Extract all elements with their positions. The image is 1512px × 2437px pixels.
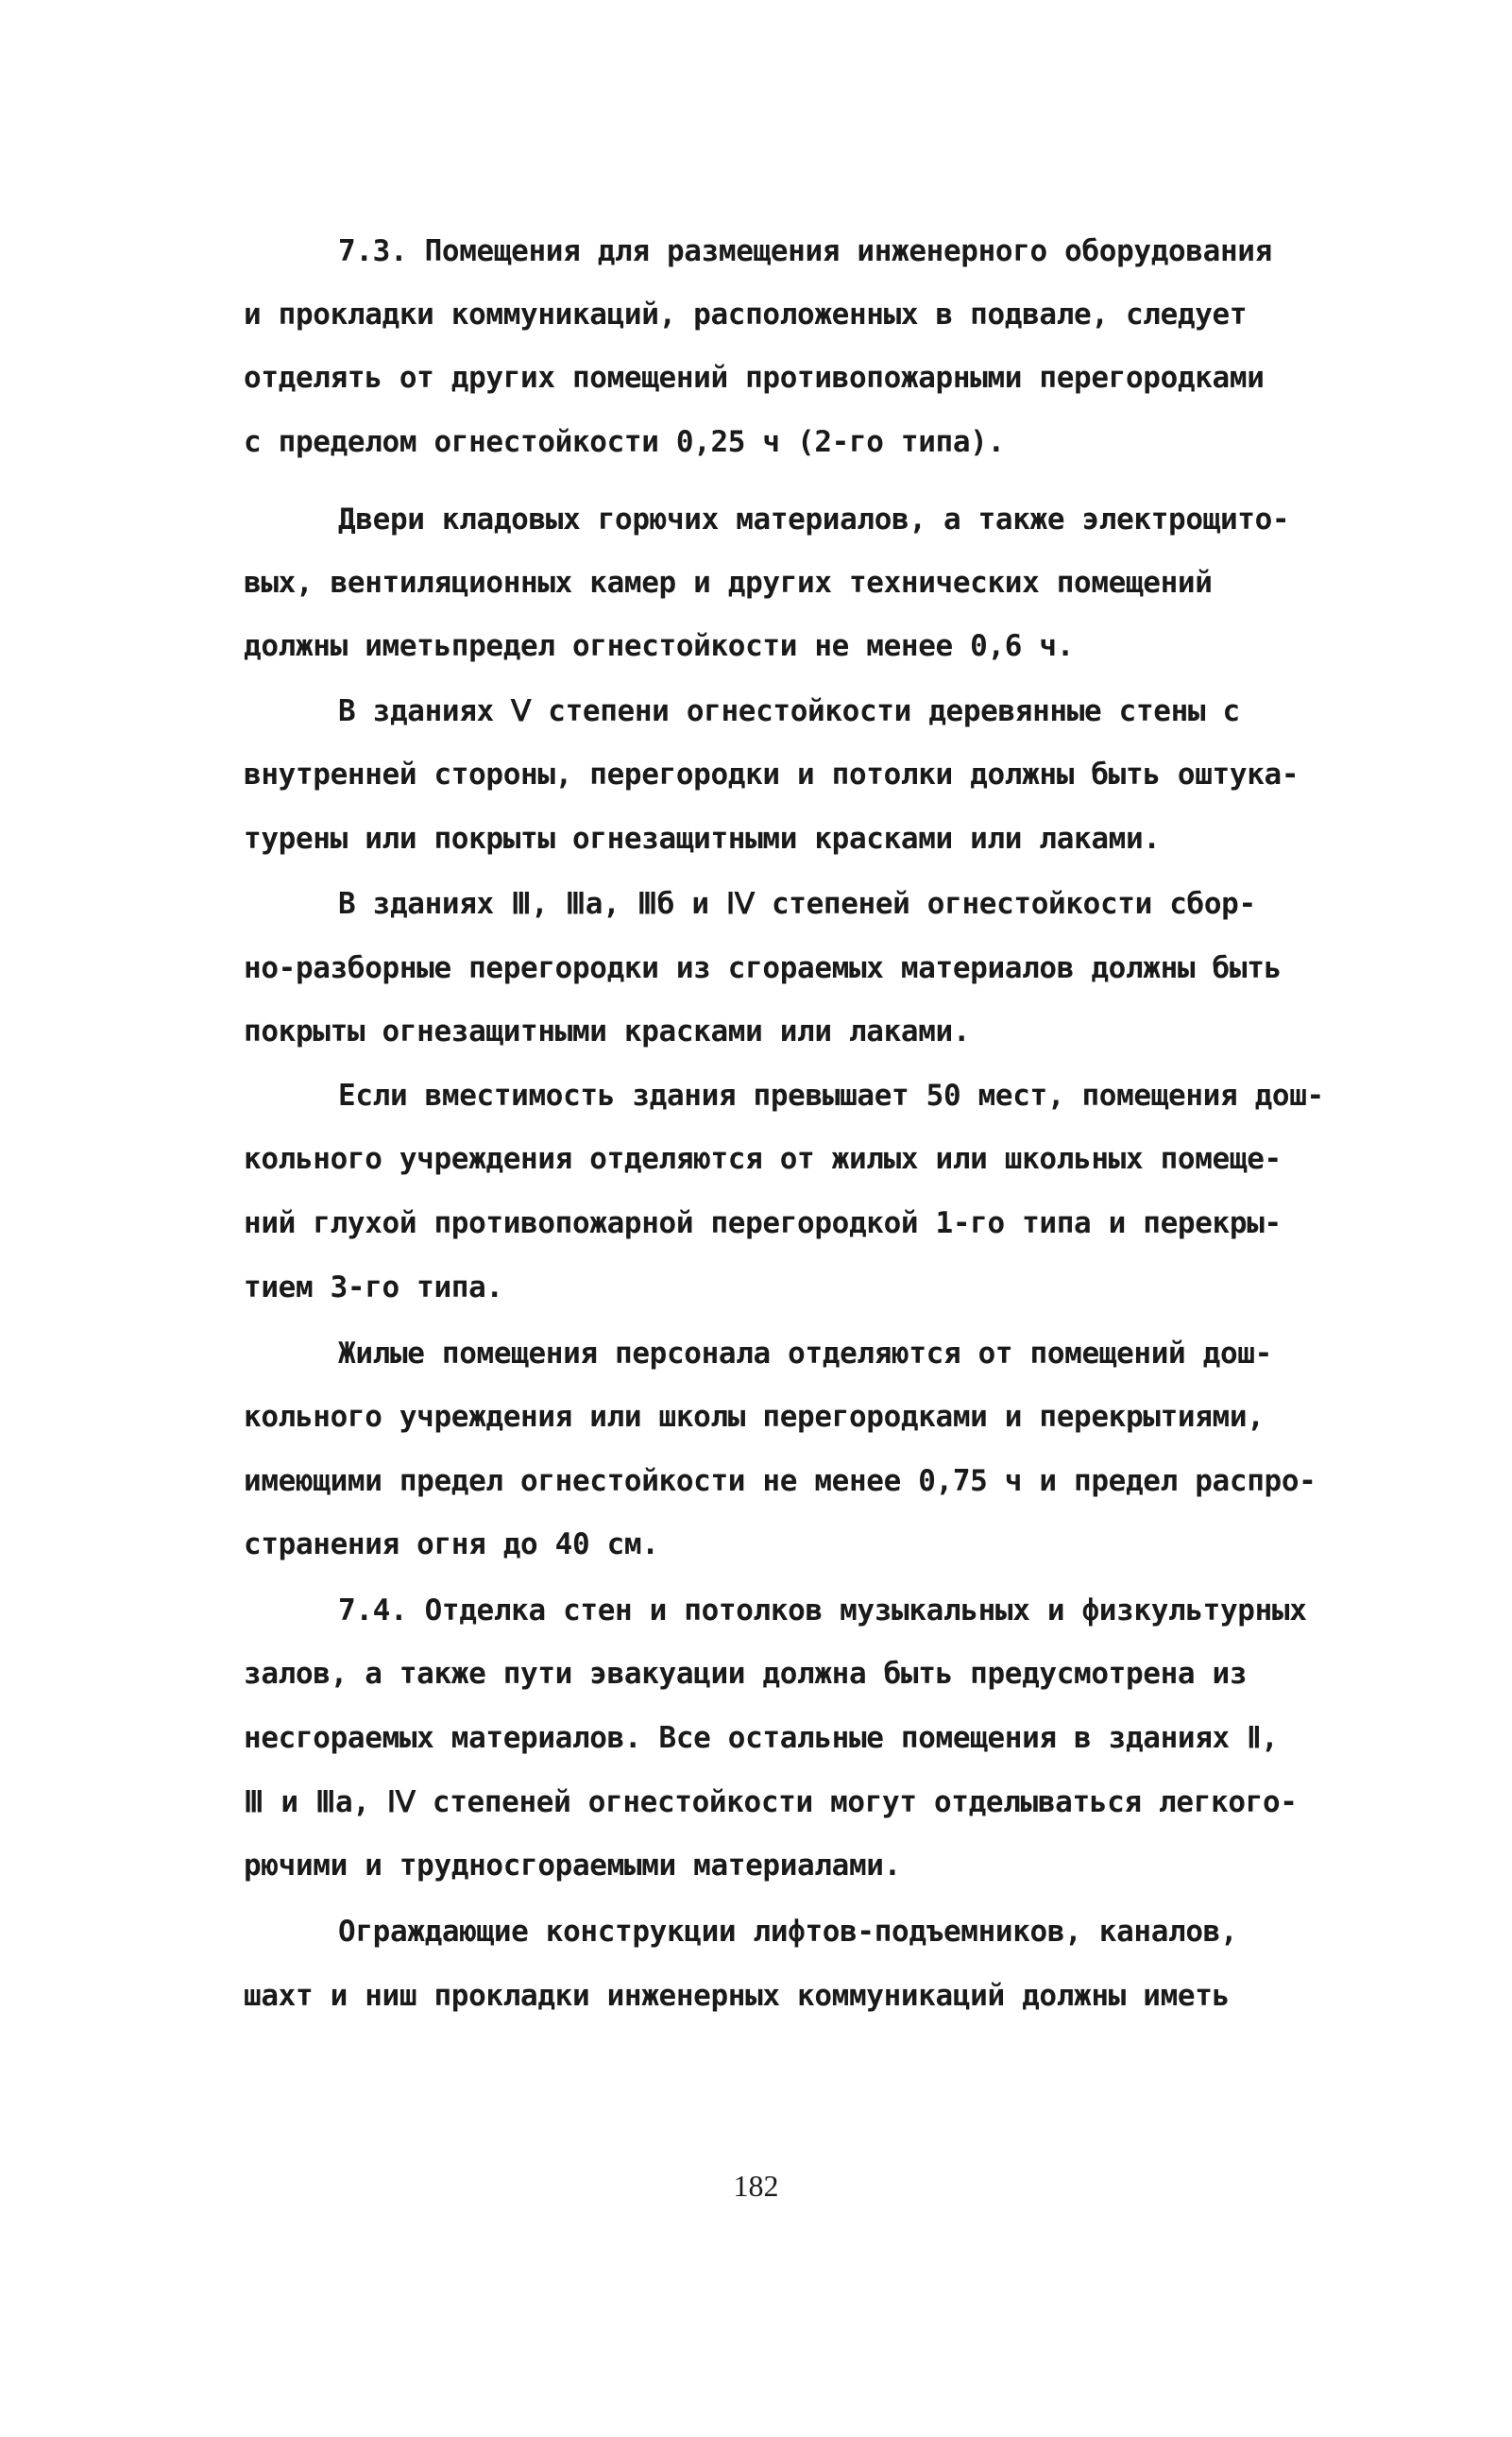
text-line: с пределом огнестойкости 0,25 ч (2-го типа). [244,425,1005,459]
text-line: Жилые помещения персонала отделяются от помещений дош- [338,1337,1272,1371]
text-line: и прокладки коммуникаций, расположенных в подвале, следует [244,298,1248,332]
text-line: рючими и трудносгораемыми материалами. [244,1849,901,1883]
text-line: но-разборные перегородки из сгораемых материалов должны быть [244,951,1282,985]
text-line: несгораемых материалов. Все остальные помещения в зданиях Ⅱ, [244,1721,1279,1755]
text-line: залов, а также пути эвакуации должна быть предусмотрена из [244,1657,1248,1691]
text-line: турены или покрыты огнезащитными красками или лаками. [244,822,1161,856]
text-line: В зданиях Ⅲ, Ⅲа, Ⅲб и ⅠⅤ степеней огнестойкости сбор- [338,887,1256,921]
text-line: ний глухой противопожарной перегородкой 1-го типа и перекры- [244,1206,1282,1240]
text-line: кольного учреждения или школы перегородками и перекрытиями, [244,1400,1265,1434]
text-line: Ⅲ и Ⅲа, ⅠⅤ степеней огнестойкости могут отделываться легкого- [244,1785,1298,1819]
text-line: Ограждающие конструкции лифтов-подъемников, каналов, [338,1915,1238,1949]
text-line: Если вместимость здания превышает 50 мест, помещения дош- [338,1079,1324,1113]
text-line: вых, вентиляционных камер и других технических помещений [244,566,1213,600]
text-line: Двери кладовых горючих материалов, а также электрощито- [338,503,1290,537]
text-line: должны иметьпредел огнестойкости не менее 0,6 ч. [244,629,1075,663]
text-line: отделять от других помещений противопожарными перегородками [244,361,1265,395]
text-line: тием 3-го типа. [244,1270,503,1304]
text-line: шахт и ниш прокладки инженерных коммуникаций должны иметь [244,1979,1230,2013]
text-line: внутренней стороны, перегородки и потолки должны быть оштука- [244,758,1300,792]
text-line: 7.3. Помещения для размещения инженерного оборудования [338,234,1272,268]
text-line: кольного учреждения отделяются от жилых или школьных помеще- [244,1142,1282,1176]
page-number: 182 [733,2169,779,2203]
text-line: 7.4. Отделка стен и потолков музыкальных и физкультурных [338,1593,1307,1628]
text-line: имеющими предел огнестойкости не менее 0,75 ч и предел распро- [244,1464,1317,1498]
text-line: В зданиях Ⅴ степени огнестойкости деревянные стены с [338,694,1240,728]
text-line: странения огня до 40 см. [244,1527,659,1561]
text-line: покрыты огнезащитными красками или лаками. [244,1014,971,1048]
